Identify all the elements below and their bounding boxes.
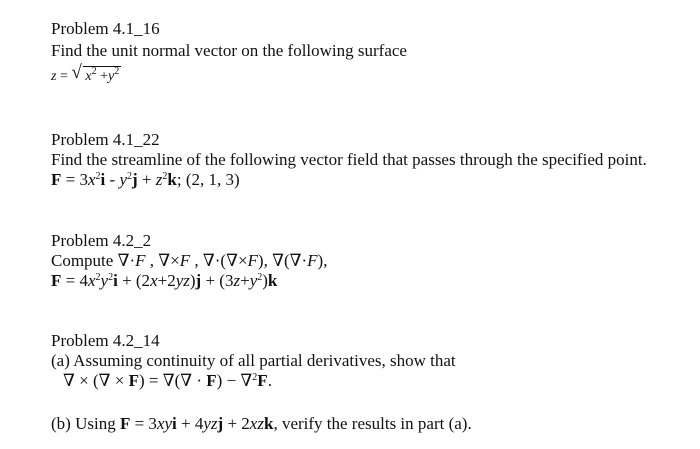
problem-prompt-4-1-22: Find the streamline of the following vector field that passes through the specified point. [51,150,647,169]
problem-part-b: (b) Using F = 3xyi + 4yzj + 2xzk, verify the results in part (a). [51,414,472,433]
problem-title-4-1-22: Problem 4.1_22 [51,130,160,149]
vector-field-4-1-22: $F = 3x^2i - y^2j + z^2k$; (2, 1, 3) [51,170,240,189]
problem-part-a: (a) Assuming continuity of all partial derivatives, show that [51,351,456,370]
problem-prompt-4-1-16: Find the unit normal vector on the following surface [51,41,407,60]
curl-curl-identity: ∇ × (∇ × F) = ∇(∇ · F) − ∇$^2$F. [63,371,272,390]
problem-title-4-2-2: Problem 4.2_2 [51,231,152,250]
problem-title-4-1-16: Problem 4.1_16 [51,19,160,38]
compute-operators: Compute ∇·F , ∇×F , ∇·(∇×F), ∇(∇·F), [51,251,328,270]
surface-equation: z = √ $x^2 +y^2$ [51,66,121,87]
vector-field-4-2-2: $F = 4x^2y^2i + (2x+2yz)j + (3z+y^2)k$ [51,271,278,290]
problem-title-4-2-14: Problem 4.2_14 [51,331,160,350]
